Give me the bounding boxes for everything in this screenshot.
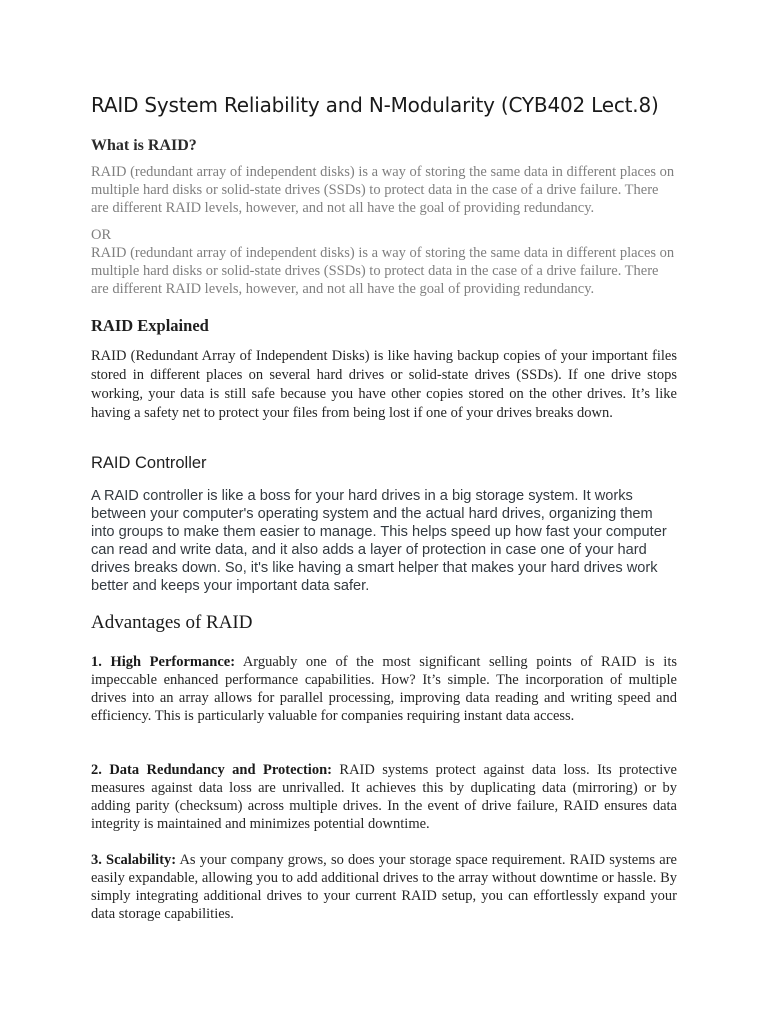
advantage-text: Arguably one of the most significant selling points of RAID is its impeccable enhanced performance capabilities. How? It’s simple. The incorporation of multiple drives into an array allows for parallel processing, improving data reading and writing speed and efficiency. This is particularly valuable for companies requiring instant data access. (91, 654, 677, 724)
or-separator: OR (91, 227, 112, 243)
document-title: RAID System Reliability and N-Modularity (CYB402 Lect.8) (91, 93, 659, 117)
raid-explained-paragraph: RAID (Redundant Array of Independent Disks) is like having backup copies of your important files stored in different places on several hard drives or solid-state drives (SSDs). If one drive stops working, your data is still safe because you have other copies stored on the other drives. It’s like having a safety net to protect your files from being lost if one of your drives breaks down. (91, 348, 677, 421)
advantage-item-high-performance (91, 653, 677, 725)
advantages-heading: Advantages of RAID (91, 612, 253, 633)
advantage-label: 1. High Performance: (91, 654, 236, 670)
advantage-label: 2. Data Redundancy and Protection: (91, 762, 332, 778)
raid-explained-heading: RAID Explained (91, 316, 209, 335)
raid-controller-paragraph: A RAID controller is like a boss for your hard drives in a big storage system. It works between your computer's operating system and the actual hard drives, organizing them into groups to make them easier to manage. This helps speed up how fast your computer can read and write data, and it also adds a layer of protection in case one of your hard drives breaks down. So, it's like having a smart helper that makes your hard drives work better and keeps your important data safer. (91, 488, 667, 594)
advantage-item-data-redundancy (91, 761, 677, 833)
raid-definition-paragraph: RAID (redundant array of independent disks) is a way of storing the same data in different places on multiple hard disks or solid-state drives (SSDs) to protect data in the case of a drive failure. There are different RAID levels, however, and not all have the goal of providing redundancy. (91, 164, 675, 216)
what-is-raid-heading: What is RAID? (91, 137, 197, 154)
advantage-item-scalability (91, 851, 677, 923)
advantage-label: 3. Scalability: (91, 852, 177, 868)
advantage-text: RAID systems protect against data loss. Its protective measures against data loss are unrivalled. It achieves this by duplicating data (mirroring) or by adding parity (checksum) across multiple drives. In the event of drive failure, RAID ensures data integrity is maintained and minimizes potential downtime. (91, 762, 677, 832)
raid-definition-repeat-paragraph: RAID (redundant array of independent disks) is a way of storing the same data in different places on multiple hard disks or solid-state drives (SSDs) to protect data in the case of a drive failure. There are different RAID levels, however, and not all have the goal of providing redundancy. (91, 245, 675, 297)
advantage-text: As your company grows, so does your storage space requirement. RAID systems are easily expandable, allowing you to add additional drives to the array without downtime or hassle. By simply integrating additional drives to your current RAID setup, you can effortlessly expand your data storage capabilities. (91, 852, 677, 922)
raid-controller-heading: RAID Controller (91, 454, 207, 472)
